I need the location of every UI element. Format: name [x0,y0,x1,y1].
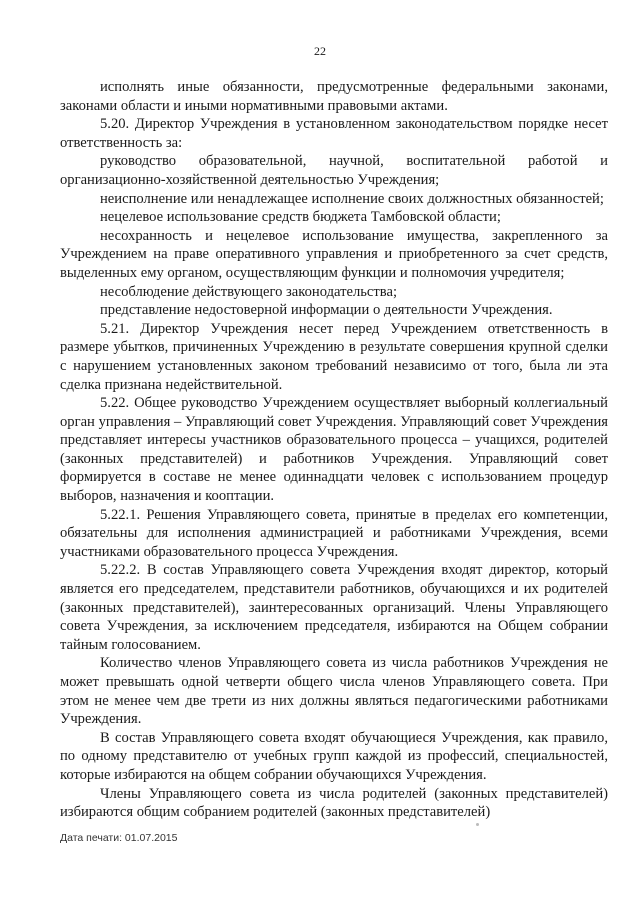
paragraph: 5.22.1. Решения Управляющего совета, принятые в пределах его компетенции, обязательны для исполнения администрацией и работниками Учреждения, всеми участниками образовательного процесса Учреждения. [60,506,608,560]
paragraph: В состав Управляющего совета входят обучающиеся Учреждения, как правило, по одному представителю от учебных групп каждой из профессий, специальностей, которые избираются на общем собрании обучающихся Учреждения. [60,729,608,783]
paragraph: исполнять иные обязанности, предусмотренные федеральными законами, законами области и иными нормативными правовыми актами. [60,79,608,114]
paragraph: 5.22.2. В состав Управляющего совета Учреждения входят директор, который является его председателем, представители работников, обучающихся и их родителей (законных представителей), заинтересованных организаций. Члены Управляющего совета Учреждения, за исключением председателя, избираются на Общем собрании тайным голосованием. [60,562,608,653]
print-date-footer: Дата печати: 01.07.2015 [60,832,178,844]
document-body [60,78,608,822]
paragraph: несоблюдение действующего законодательства; [100,283,397,300]
paragraph: 5.20. Директор Учреждения в установленном законодательством порядке несет ответственность за: [60,116,608,151]
scan-speck [476,823,479,826]
paragraph: 5.21. Директор Учреждения несет перед Учреждением ответственность в размере убытков, причиненных Учреждению в результате совершения крупной сделки с нарушением установленных законом требований независимо от того, была ли эта сделка признана недействительной. [60,320,608,393]
paragraph: нецелевое использование средств бюджета Тамбовской области; [100,209,501,226]
paragraph: Количество членов Управляющего совета из числа работников Учреждения не может превышать одной четверти общего числа членов Управляющего совета. При этом не менее чем две трети из них должны являться педагогическими работниками Учреждения. [60,655,608,728]
paragraph: несохранность и нецелевое использование имущества, закрепленного за Учреждением на праве оперативного управления и приобретенного за счет средств, выделенных ему органом, осуществляющим функции и полномочия учредителя; [60,227,608,281]
paragraph: представление недостоверной информации о деятельности Учреждения. [100,302,553,319]
paragraph: 5.22. Общее руководство Учреждением осуществляет выборный коллегиальный орган управления – Управляющий совет Учреждения. Управляющий совет Учреждения представляет интересы участников образовательного процесса – учащихся, родителей (законных представителей) и работников Учреждения. Управляющий совет формируется в составе не менее одиннадцати человек с использованием процедур выборов, назначения и кооптации. [60,395,608,505]
page-number: 22 [314,44,326,58]
paragraph: неисполнение или ненадлежащее исполнение своих должностных обязанностей; [100,190,604,207]
paragraph: Члены Управляющего совета из числа родителей (законных представителей) избираются общим собранием родителей (законных представителей) [60,785,608,821]
paragraph: руководство образовательной, научной, воспитательной работой и организационно-хозяйственной деятельностью Учреждения; [60,153,608,188]
